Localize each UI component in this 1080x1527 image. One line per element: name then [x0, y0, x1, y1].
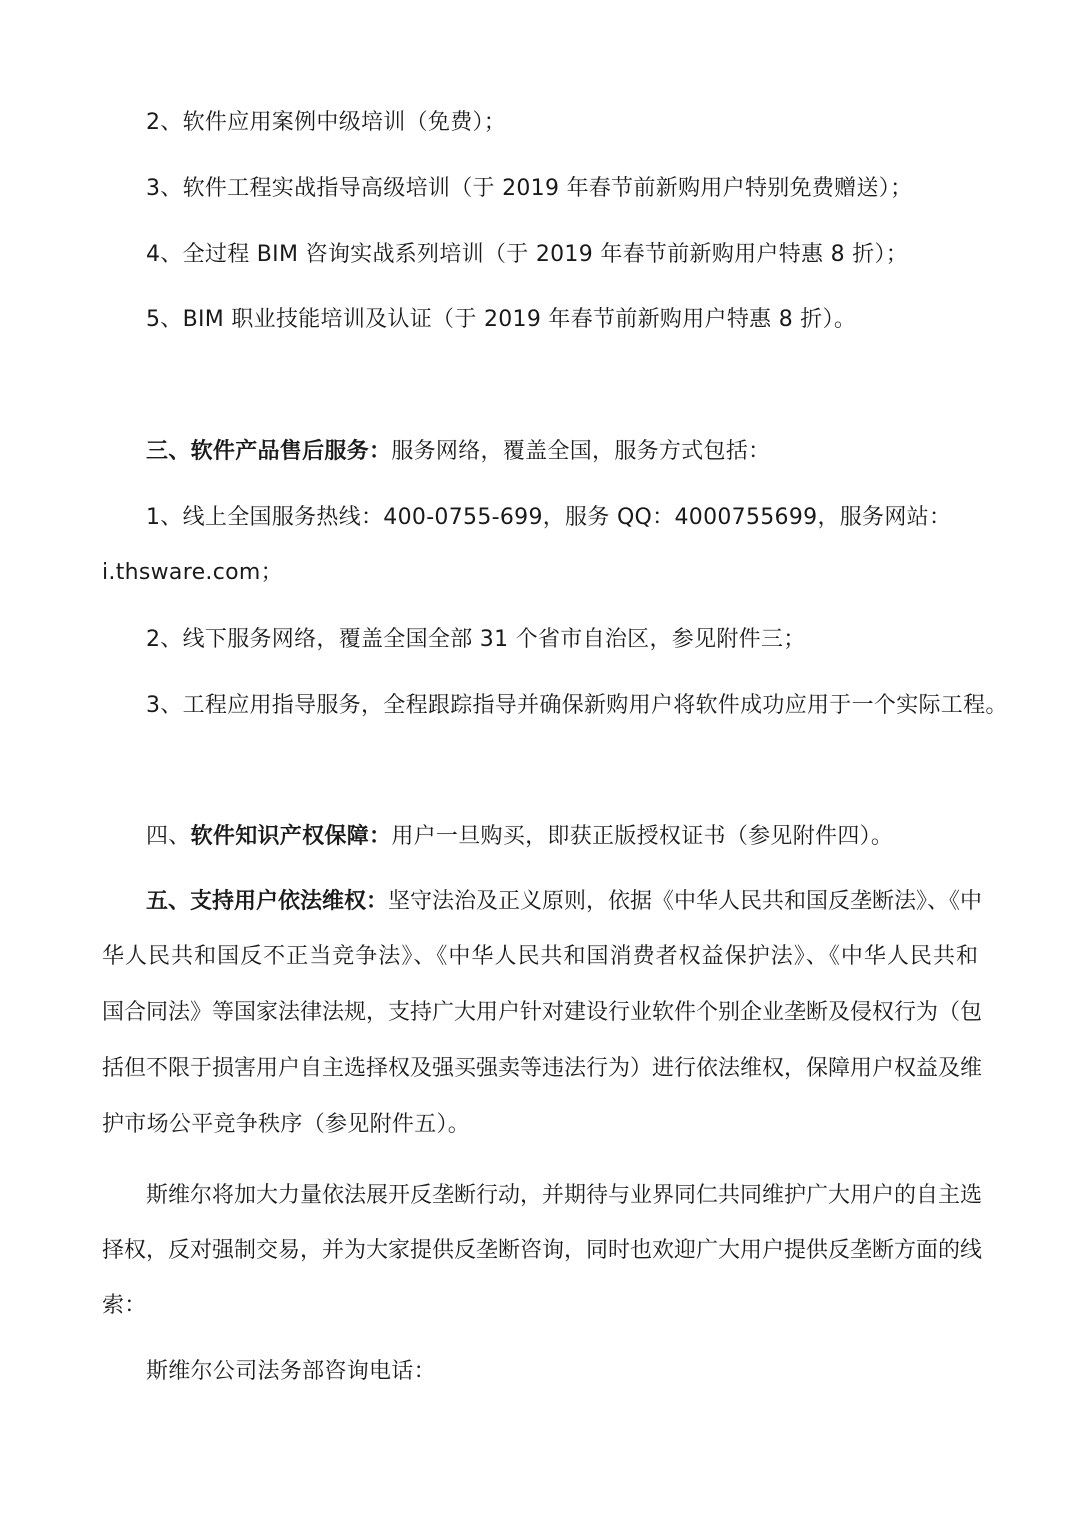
section5-line-1 [102, 887, 983, 917]
section3-heading: 三、软件产品售后服务： [146, 439, 392, 464]
training-item-2: 2、软件应用案例中级培训（免费）； [146, 110, 507, 135]
section5-line-4: 括但不限于损害用户自主选择权及强买强卖等违法行为）进行依法维权，保障用户权益及维 [102, 1056, 983, 1081]
section5-line-3-box [102, 998, 983, 1028]
section4-heading-num: 四、 [146, 824, 191, 849]
closing-line-2-box [102, 1236, 983, 1266]
section3-paragraph [0, 437, 1080, 467]
service-item-1-line2: i.thsware.com； [102, 560, 283, 585]
section5-line-4-box [102, 1054, 983, 1084]
closing-line-1: 斯维尔将加大力量依法展开反垄断行动，并期待与业界同仁共同维护广大用户的自主选 [146, 1183, 983, 1208]
service-item-1-line1: 1、线上全国服务热线：400-0755-699，服务 QQ：4000755699，服务网站： [146, 505, 952, 530]
section5-heading: 五、支持用户依法维权： [146, 889, 389, 914]
section5-line-2-box [102, 942, 978, 972]
section3-text: 服务网络，覆盖全国，服务方式包括： [391, 439, 771, 464]
training-item-4: 4、全过程 BIM 咨询实战系列培训（于 2019 年春节前新购用户特惠 8 折）； [146, 242, 909, 267]
service-item-3: 3、工程应用指导服务，全程跟踪指导并确保新购用户将软件成功应用于一个实际工程。 [146, 693, 1008, 718]
section4-heading: 软件知识产权保障： [190, 824, 392, 849]
section5-line1-text: 坚守法治及正义原则，依据《中华人民共和国反垄断法》、《中 [388, 889, 983, 914]
section5-line-5: 护市场公平竞争秩序（参见附件五）。 [102, 1112, 471, 1137]
closing-line-3: 索： [102, 1293, 147, 1318]
section5-line-3: 国合同法》等国家法律法规，支持广大用户针对建设行业软件个别企业垄断及侵权行为（包 [102, 1000, 983, 1025]
section4-paragraph [0, 822, 1080, 852]
closing-line-2: 择权，反对强制交易，并为大家提供反垄断咨询，同时也欢迎广大用户提供反垄断方面的线 [102, 1238, 983, 1263]
section4-text: 用户一旦购买，即获正版授权证书（参见附件四）。 [391, 824, 894, 849]
section5-line-2: 华人民共和国反不正当竞争法》、《中华人民共和国消费者权益保护法》、《中华人民共和 [102, 944, 978, 969]
contact-line: 斯维尔公司法务部咨询电话： [146, 1359, 436, 1384]
closing-line-1-box [102, 1181, 983, 1211]
training-item-5: 5、BIM 职业技能培训及认证（于 2019 年春节前新购用户特惠 8 折）。 [146, 307, 857, 332]
training-item-3: 3、软件工程实战指导高级培训（于 2019 年春节前新购用户特别免费赠送）； [146, 176, 913, 201]
service-item-2: 2、线下服务网络，覆盖全国全部 31 个省市自治区，参见附件三； [146, 627, 806, 652]
section5-paragraph [102, 887, 983, 917]
